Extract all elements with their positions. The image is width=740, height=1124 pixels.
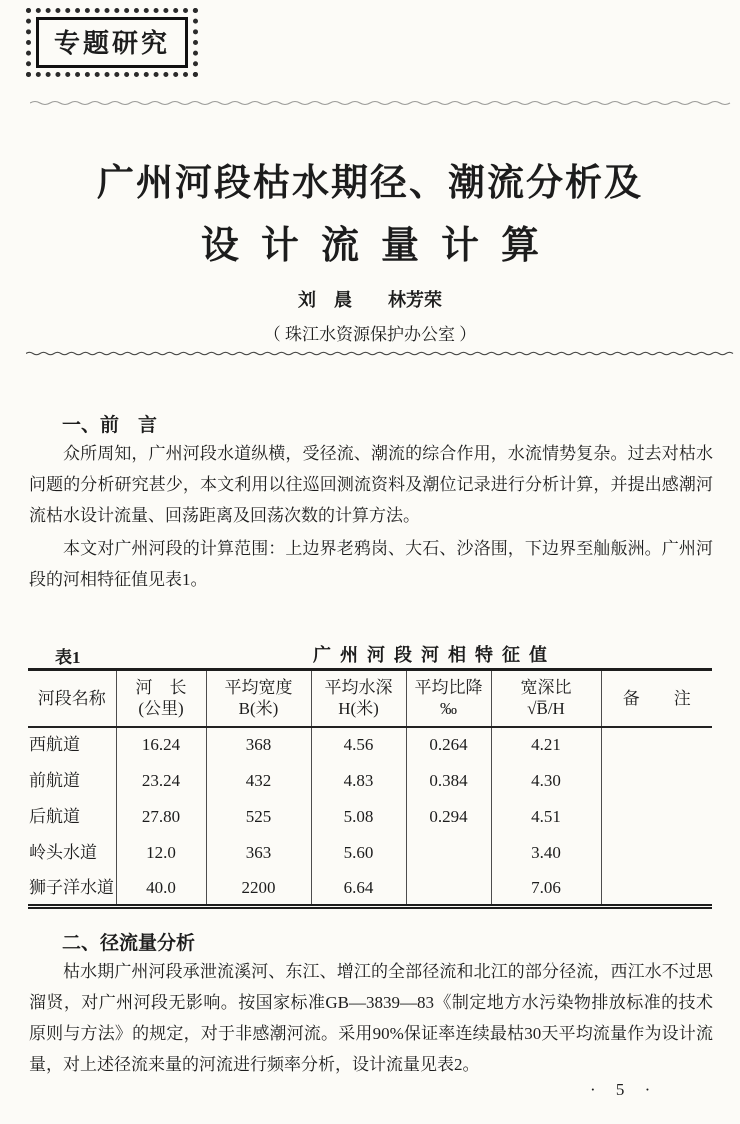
col-header-remarks: 备 注	[601, 670, 712, 727]
table-cell: 363	[206, 835, 311, 871]
table-cell: 27.80	[116, 799, 206, 835]
topic-stamp-label: 专题研究	[36, 17, 188, 68]
table-cell	[601, 871, 712, 907]
table-cell: 16.24	[116, 727, 206, 763]
table-cell	[601, 799, 712, 835]
table-cell	[601, 835, 712, 871]
table-cell: 5.08	[311, 799, 406, 835]
affiliation: （ 珠江水资源保护办公室 ）	[263, 325, 477, 344]
table-cell: 368	[206, 727, 311, 763]
section-1-paragraph-2: 本文对广州河段的计算范围：上边界老鸦岗、大石、沙洛围，下边界至舢舨洲。广州河段的河相特征值见表1。	[29, 539, 713, 589]
table-1-label: 表1	[55, 648, 81, 667]
table-cell: 4.56	[311, 727, 406, 763]
table-cell: 3.40	[491, 835, 601, 871]
topic-stamp	[26, 8, 198, 77]
page-number: · 5 ·	[590, 1080, 659, 1099]
table-row-lingtou	[28, 835, 712, 871]
table-row-houhangdao	[28, 799, 712, 835]
section-2-paragraph-1: 枯水期广州河段承泄流溪河、东江、增江的全部径流和北江的部分径流，西江水不过思溜贤，对广州河段无影响。按国家标准GB—3839—83《制定地方水污染物排放标准的技术原则与方法》的规定，对于非感潮河流。采用90%保证率连续最枯30天平均流量作为设计流量，对上述径流来量的河流进行频率分析，设计流量见表2。	[29, 962, 713, 1074]
authors: 刘 晨 林芳荣	[298, 290, 442, 310]
table-row-xihangdao	[28, 727, 712, 763]
col-header-avg-gradient: 平均比降 ‰	[406, 670, 491, 727]
squiggle-divider-top	[30, 98, 736, 108]
table-cell: 0.384	[406, 763, 491, 799]
table-cell: 525	[206, 799, 311, 835]
table-cell: 岭头水道	[29, 842, 97, 862]
squiggle-divider-mid	[26, 349, 738, 358]
col-header-section-name: 河段名称	[37, 688, 106, 708]
river-characteristics-table	[28, 668, 712, 909]
article-title-line2: 设计流量计算	[200, 225, 562, 267]
table-row-shiziyang	[28, 871, 712, 907]
table-cell: 狮子洋水道	[29, 877, 114, 897]
table-header-row	[28, 670, 712, 727]
table-cell	[406, 871, 491, 907]
table-cell: 后航道	[29, 806, 80, 826]
table-1-title: 广州河段河相特征值	[313, 645, 556, 665]
table-cell: 0.264	[406, 727, 491, 763]
table-cell: 0.294	[406, 799, 491, 835]
table-cell: 4.51	[491, 799, 601, 835]
table-cell: 40.0	[116, 871, 206, 907]
table-cell: 23.24	[116, 763, 206, 799]
article-title-line1: 广州河段枯水期径、潮流分析及	[97, 163, 643, 204]
table-cell: 6.64	[311, 871, 406, 907]
table-cell: 前航道	[29, 770, 80, 790]
table-cell: 12.0	[116, 835, 206, 871]
table-cell: 5.60	[311, 835, 406, 871]
col-header-avg-width: 平均宽度 B(米)	[206, 670, 311, 727]
section-2-heading: 二、径流量分析	[62, 933, 196, 954]
col-header-width-depth-ratio: 宽深比 √B̅/H	[491, 670, 601, 727]
table-cell: 西航道	[29, 735, 80, 755]
section-1-heading: 一、前 言	[62, 415, 158, 436]
col-header-river-length: 河 长 (公里)	[116, 670, 206, 727]
table-cell	[601, 763, 712, 799]
table-cell	[406, 835, 491, 871]
section-1-paragraph-1: 众所周知，广州河段水道纵横，受径流、潮流的综合作用，水流情势复杂。过去对枯水问题的分析研究甚少，本文利用以往巡回测流资料及潮位记录进行分析计算，并提出感潮河流枯水设计流量、回荡距离及回荡次数的计算方法。	[29, 444, 713, 525]
table-cell: 432	[206, 763, 311, 799]
col-header-avg-depth: 平均水深 H(米)	[311, 670, 406, 727]
table-cell: 4.21	[491, 727, 601, 763]
table-cell: 4.30	[491, 763, 601, 799]
table-cell: 7.06	[491, 871, 601, 907]
table-row-qianhangdao	[28, 763, 712, 799]
table-cell	[601, 727, 712, 763]
table-cell: 2200	[206, 871, 311, 907]
table-cell: 4.83	[311, 763, 406, 799]
